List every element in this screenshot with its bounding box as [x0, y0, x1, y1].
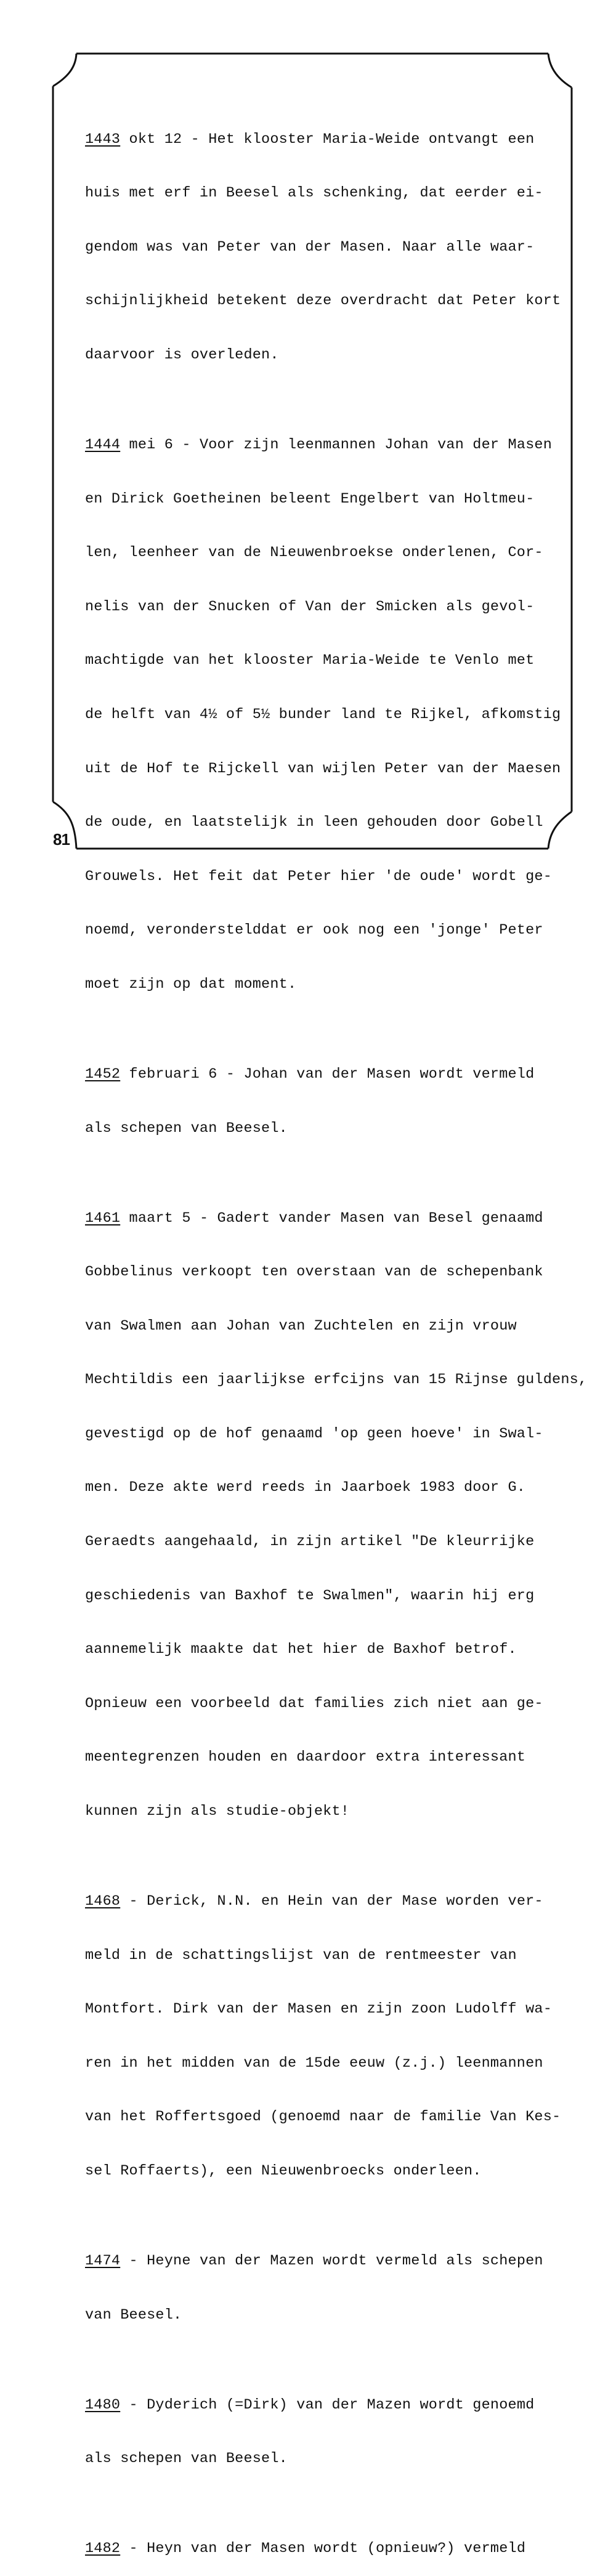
text-line: gendom was van Peter van der Masen. Naar alle waar-: [85, 238, 535, 256]
text-line: [85, 2252, 572, 2270]
text-line: als schepen van Beesel.: [85, 1120, 288, 1137]
text-line: huis met erf in Beesel als schenking, dat eerder ei-: [85, 185, 543, 202]
entry-year: 1461: [85, 1209, 121, 1227]
text-line: [85, 131, 572, 148]
text-line: [85, 2540, 572, 2558]
text-line: [85, 436, 572, 454]
text-line: men. Deze akte werd reeds in Jaarboek 1983 door G.: [85, 1479, 526, 1496]
frame-top-left-corner: [53, 54, 76, 86]
entry-year: 1480: [85, 2396, 121, 2413]
text-line: noemd, veronderstelddat er ook nog een 'jonge' Peter: [85, 922, 543, 939]
text-line: [85, 2396, 572, 2414]
text-line: de helft van 4½ of 5½ bunder land te Rijkel, afkomstig: [85, 706, 561, 723]
entry-text: maart 5 - Gadert vander Masen van Besel genaamd: [120, 1209, 543, 1227]
entry-text: - Heyn van der Masen wordt (opnieuw?) vermeld: [120, 2540, 526, 2558]
entry-text: februari 6 - Johan van der Masen wordt vermeld: [120, 1065, 535, 1083]
text-line: van het Roffertsgoed (genoemd naar de familie Van Kes-: [85, 2109, 561, 2126]
entry-year: 1474: [85, 2253, 121, 2270]
text-line: Opnieuw een voorbeeld dat families zich niet aan ge-: [85, 1695, 543, 1712]
text-line: machtigde van het klooster Maria-Weide te Venlo met: [85, 652, 535, 669]
text-line: moet zijn op dat moment.: [85, 975, 297, 993]
text-line: [85, 1209, 572, 1227]
text-line: geschiedenis van Baxhof te Swalmen", waarin hij erg: [85, 1587, 535, 1604]
text-line: ren in het midden van de 15de eeuw (z.j.) leenmannen: [85, 2054, 543, 2072]
text-line: [85, 1065, 572, 1083]
text-line: len, leenheer van de Nieuwenbroekse onderlenen, Cor-: [85, 544, 543, 562]
entry-text: mei 6 - Voor zijn leenmannen Johan van der Masen: [120, 436, 553, 453]
entry-year: 1444: [85, 436, 121, 453]
entry-year: 1482: [85, 2540, 121, 2558]
text-line: Mechtildis een jaarlijkse erfcijns van 15 Rijnse guldens,: [85, 1371, 588, 1389]
entry-text: - Derick, N.N. en Hein van der Mase worden ver-: [120, 1893, 543, 1910]
text-line: Geraedts aangehaald, in zijn artikel "De kleurrijke: [85, 1533, 535, 1551]
text-line: als schepen van Beesel.: [85, 2450, 288, 2468]
chronicle-text: [85, 76, 588, 2576]
text-line: uit de Hof te Rijckell van wijlen Peter van der Maesen: [85, 760, 561, 777]
text-line: daarvoor is overleden.: [85, 346, 279, 363]
entry-year: 1452: [85, 1065, 121, 1083]
text-line: kunnen zijn als studie-objekt!: [85, 1803, 350, 1820]
text-line: Gobbelinus verkoopt ten overstaan van de schepenbank: [85, 1264, 543, 1281]
text-line: en Dirick Goetheinen beleent Engelbert van Holtmeu-: [85, 490, 535, 507]
text-line: [85, 1892, 572, 1910]
entry-text: - Heyne van der Mazen wordt vermeld als schepen: [120, 2253, 543, 2270]
text-line: de oude, en laatstelijk in leen gehouden door Gobell: [85, 814, 543, 831]
text-line: Grouwels. Het feit dat Peter hier 'de oude' wordt ge-: [85, 868, 553, 885]
entry-text: - Dyderich (=Dirk) van der Mazen wordt genoemd: [120, 2396, 535, 2413]
entry-year: 1468: [85, 1893, 121, 1910]
text-line: Montfort. Dirk van der Masen en zijn zoon Ludolff wa-: [85, 2001, 553, 2018]
page-number: 81: [53, 830, 70, 849]
text-line: aannemelijk maakte dat het hier de Baxhof betrof.: [85, 1641, 517, 1658]
text-line: van Beesel.: [85, 2306, 182, 2324]
text-line: meld in de schattingslijst van de rentmeester van: [85, 1947, 517, 1964]
text-line: van Swalmen aan Johan van Zuchtelen en zijn vrouw: [85, 1317, 517, 1334]
text-line: schijnlijkheid betekent deze overdracht dat Peter kort: [85, 293, 561, 310]
text-line: sel Roffaerts), een Nieuwenbroecks onderleen.: [85, 2163, 482, 2180]
text-line: gevestigd op de hof genaamd 'op geen hoeve' in Swal-: [85, 1425, 543, 1442]
text-line: meentegrenzen houden en daardoor extra interessant: [85, 1749, 526, 1766]
entry-text: okt 12 - Het klooster Maria-Weide ontvangt een: [120, 131, 535, 148]
entry-year: 1443: [85, 131, 121, 148]
text-line: nelis van der Snucken of Van der Smicken als gevol-: [85, 598, 535, 615]
